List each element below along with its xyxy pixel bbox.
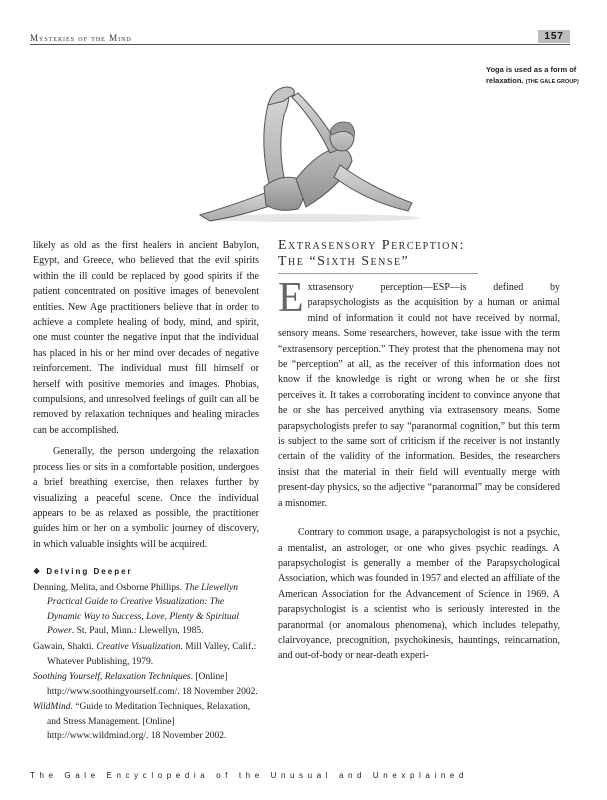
delving-deeper-heading [33,564,259,579]
reference-title: Soothing Yourself, Relaxation Techniques [33,672,191,683]
drop-cap: E [278,275,304,321]
running-footer: The Gale Encyclopedia of the Unusual and Unexplained [30,771,468,780]
yoga-illustration [180,75,420,227]
reference-title: Creative Visualization [96,641,181,652]
reference-rest: . St. Paul, Minn.: Llewellyn, 1985. [71,626,204,637]
caption-text: Yoga is used as a form of relaxation. [486,65,577,85]
reference-lead: Gawain, Shakti. [33,641,97,652]
left-paragraph-2: Generally, the person undergoing the relaxation process lies or sits in a comfortable position, undergoes a brief breathing exercise, then relaxes further by visualizing a peaceful scene. Once the individual appears to be as relaxed as possible, the practitioner guides him or her on a symbolic journey of discovery, in which valuable insights will be acquired. [33,446,259,550]
delving-deeper-label: Delving Deeper [46,567,133,577]
reference-entry [33,670,259,699]
reference-rest: . [Online] http://www.soothingyourself.com/. 18 November 2002. [47,672,258,697]
left-paragraph-1: likely as old as the first healers in ancient Babylon, Egypt, and Greece, who believed that the evil spirits within the ill could be replaced by good spirits if the patient concentrated on positive images of benevolent entities. New Age practitioners believe that in order to achieve a complete healing of body, mind, and spirit, one must counter the negative input that the individual has placed in his or her mind over decades of negative reinforcement. The individual must fill himself or herself with positive memories and images. Phobias, compulsions, and unresolved feelings of guilt can all be removed by relaxation techniques and healing miracles can be accomplished. [33,240,259,436]
reference-lead: Denning, Melita, and Osborne Phillips. [33,582,185,593]
reference-rest: . “Guide to Meditation Techniques, Relaxation, and Stress Management. [Online] http://www.wildmind.org/. 18 November 2002. [47,702,251,742]
right-paragraph-1 [278,275,560,511]
running-head [30,32,570,46]
reference-rest: . Mill Valley, Calif.: Whatever Publishing, 1979. [47,641,257,667]
yoga-figure-drawing [180,75,420,227]
reference-entry [33,700,259,744]
caption-credit: (THE GALE GROUP) [525,79,579,85]
heading-rule [278,273,478,274]
reference-title: The Llewellyn Practical Guide to Creative Visualization: The Dynamic Way to Success, Love, Plenty & Spiritual Power [47,582,239,637]
section-heading-line-1: Extrasensory Perception: [278,238,465,253]
header-rule [30,44,570,45]
running-head-title: Mysteries of the Mind [30,33,132,43]
right-column [278,238,560,664]
section-heading-line-2: The “Sixth Sense” [278,254,410,269]
left-column [33,238,259,744]
reference-entry [33,640,259,669]
page-number: 157 [538,30,570,43]
diamond-bullet-icon: ❖ [33,567,47,577]
right-paragraph-2: Contrary to common usage, a parapsychologist is not a psychic, a mentalist, an astrologer, or one who gives psychic readings. A parapsychologist is generally a member of the Parapsychological Association, which was founded in 1957 and elected an affiliate of the American Association for the Advancement of Science in 1969. A parapsychologist is a scientist who is seriously interested in the paranormal (or anomalous phenomena), which includes telepathy, clairvoyance, precognition, psychokinesis, hauntings, reincarnation, and out-of-body or near-death experi- [278,527,560,662]
reference-entry [33,581,259,639]
reference-title: WildMind [33,702,71,713]
right-paragraph-1-text: xtrasensory perception—ESP—is defined by parapsychologists as the acquisition by a human or animal mind of information it could not have received by normal, sensory means. Some researchers, however, take issue with the term “extrasensory perception.” They protest that the phenomena may not be “perception” at all, as the receiver of this information does not know if the knowledge is right or wrong when he or she first perceives it. It takes a corroborating incident to convince anyone that he or she has perceived anything via extrasensory means. Some parapsychologists prefer to say “paranormal cognition,” but this term is subject to the same sort of criticism if the receiver is not instantly certain of the validity of the information. Besides, the researchers insist that the material in their field will eventually merge with present-day physics, so the adjective “paranormal” may be considered a misnomer. [278,282,560,509]
figure-caption [486,64,586,88]
section-heading [278,238,560,270]
